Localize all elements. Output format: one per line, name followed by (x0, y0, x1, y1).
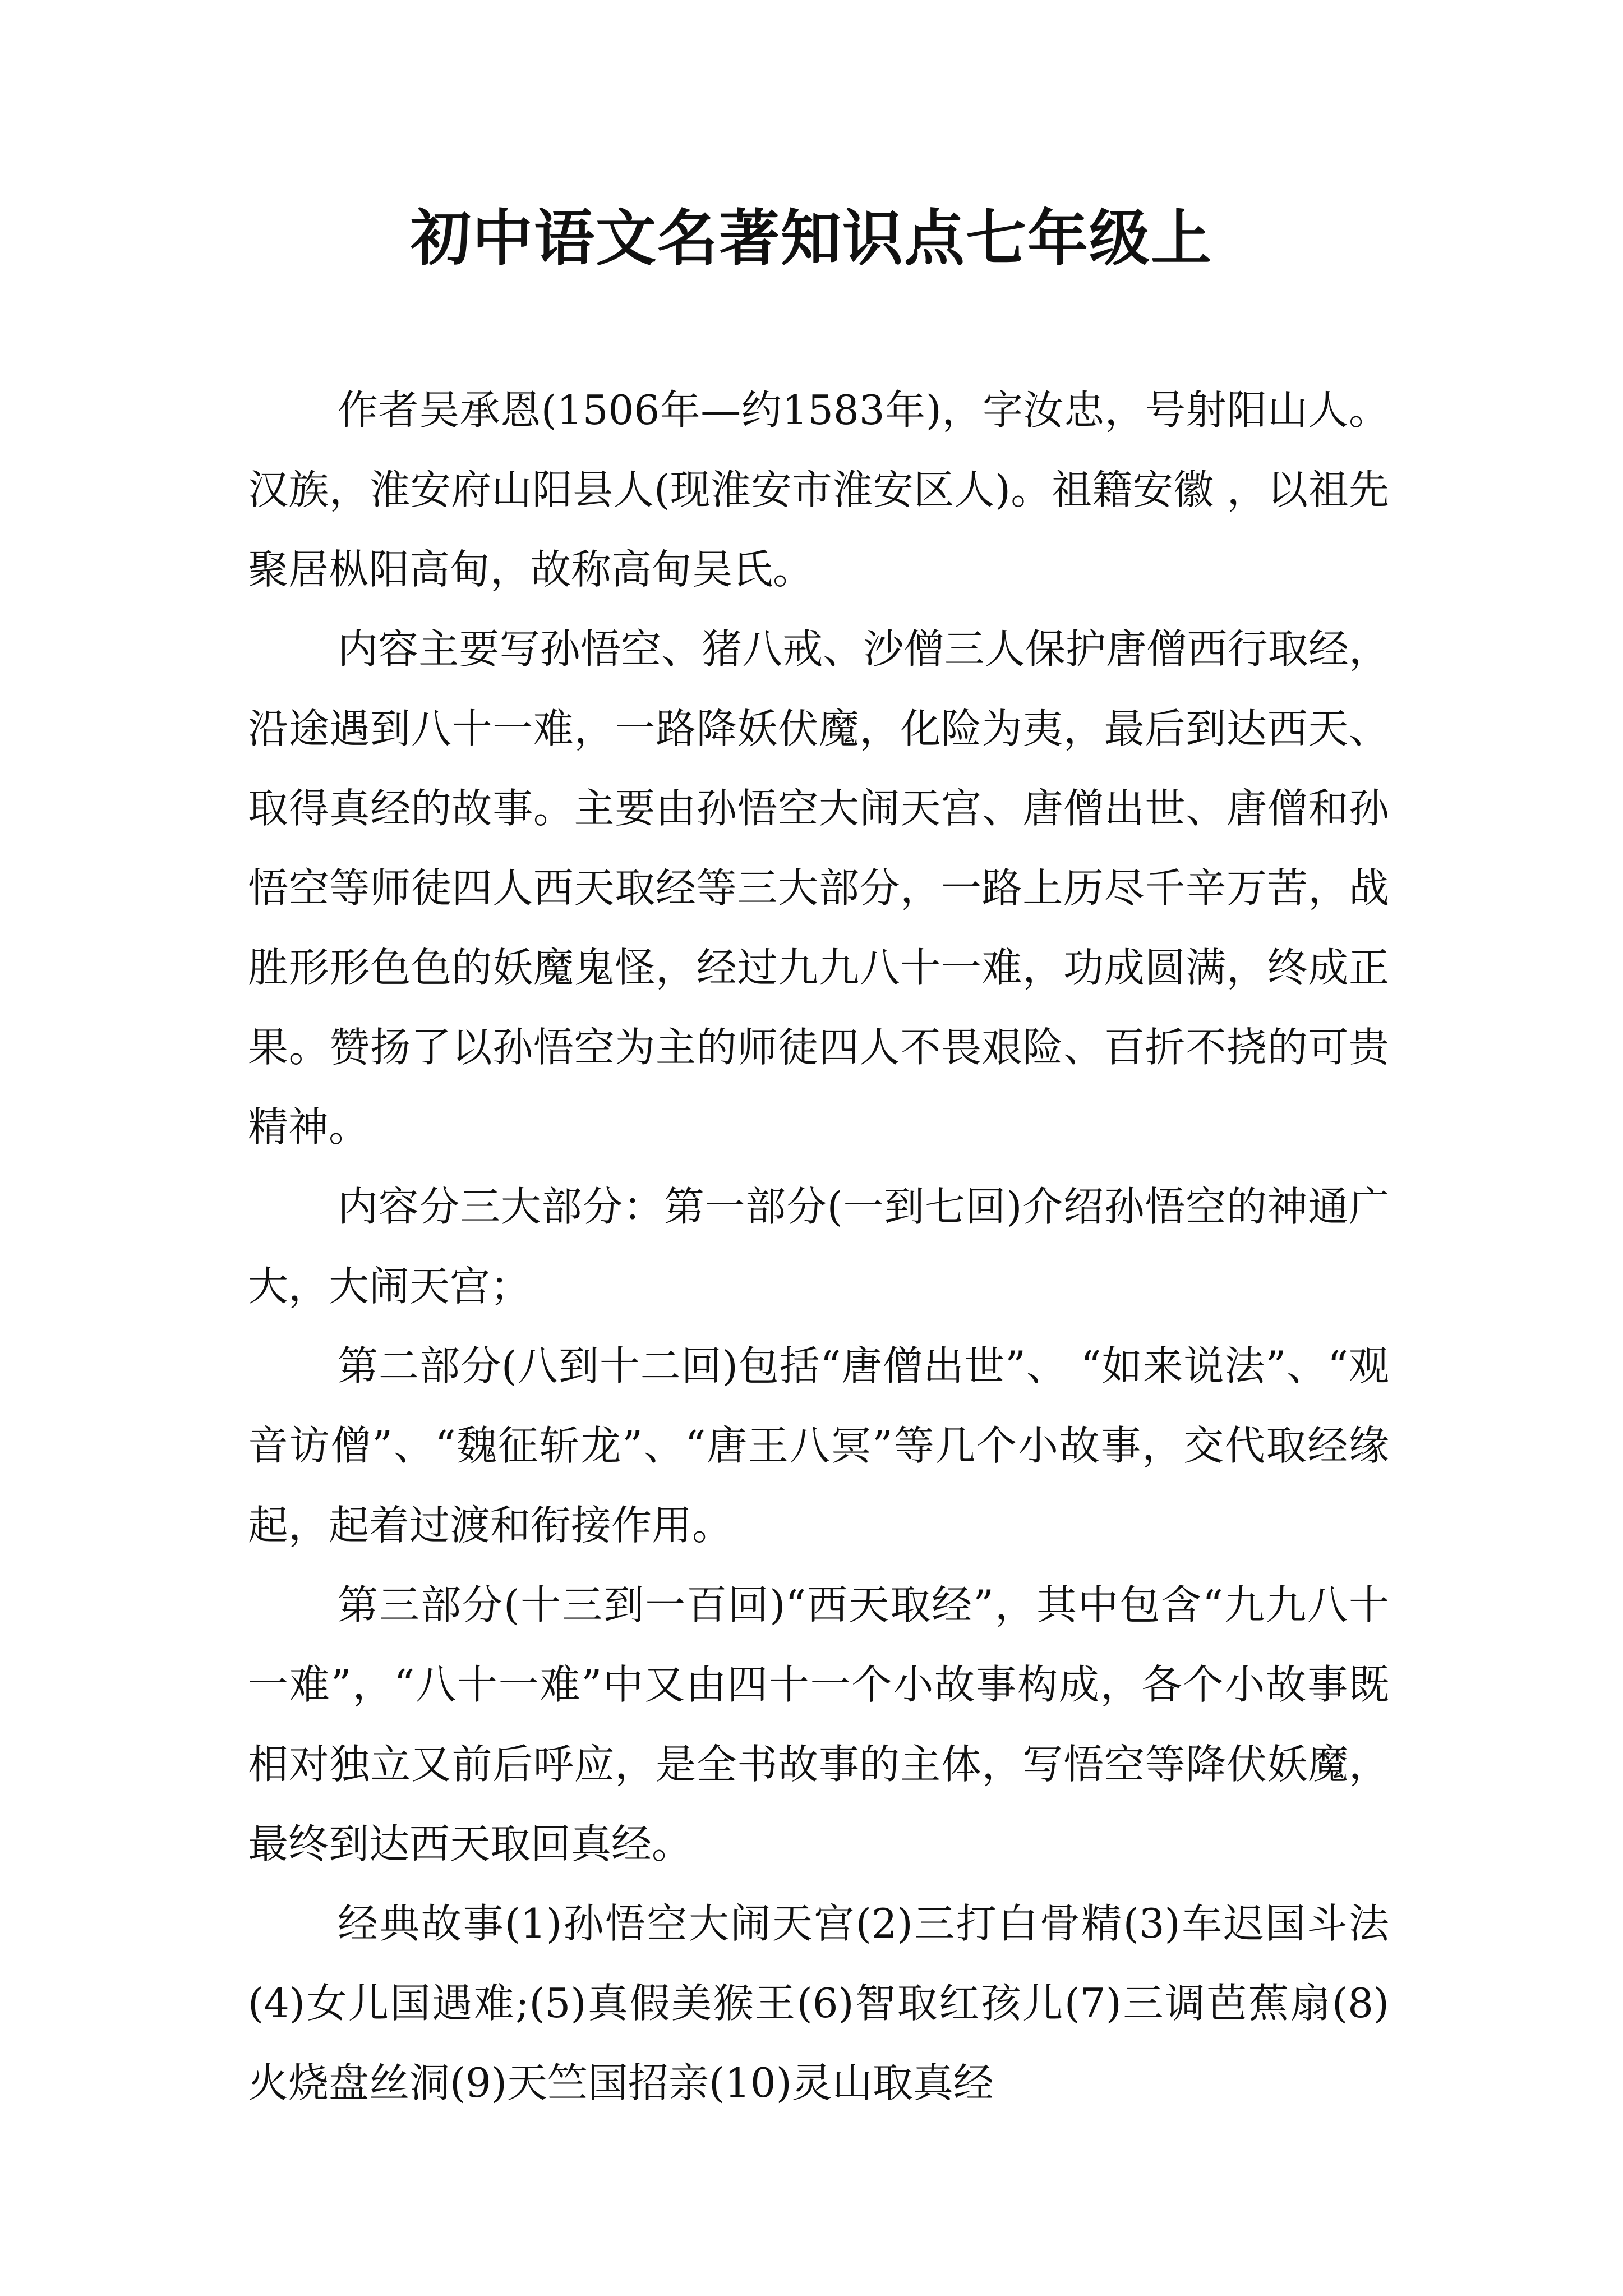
document-body (248, 370, 1389, 2123)
paragraph-part-two: 第二部分(八到十二回)包括“唐僧出世”、 “如来说法”、“观音访僧”、“魏征斩龙”、“唐王八冥”等几个小故事，交代取经缘起，起着过渡和衔接作用。 (248, 1342, 1389, 1549)
paragraph-part-three: 第三部分(十三到一百回)“西天取经”，其中包含“九九八十一难”，“八十一难”中又由四十一个小故事构成，各个小故事既相对独立又前后呼应，是全书故事的主体，写悟空等降伏妖魔，最终到达西天取回真经。 (248, 1581, 1389, 1867)
paragraph-classic-stories: 经典故事(1)孙悟空大闹天宫(2)三打白骨精(3)车迟国斗法(4)女儿国遇难;(5)真假美猴王(6)智取红孩儿(7)三调芭蕉扇(8)火烧盘丝洞(9)天竺国招亲(10)灵山取真经 (248, 1900, 1389, 2106)
paragraph-author: 作者吴承恩(1506年—约1583年)，字汝忠，号射阳山人。汉族，淮安府山阳县人(现淮安市淮安区人)。祖籍安徽 ，以祖先聚居枞阳高甸，故称高甸吴氏。 (248, 386, 1389, 593)
paragraph-part-one: 内容分三大部分：第一部分(一到七回)介绍孙悟空的神通广大，大闹天宫； (248, 1183, 1389, 1310)
paragraph-content-summary: 内容主要写孙悟空、猪八戒、沙僧三人保护唐僧西行取经，沿途遇到八十一难，一路降妖伏魔，化险为夷，最后到达西天、取得真经的故事。主要由孙悟空大闹天宫、唐僧出世、唐僧和孙悟空等师徒四人西天取经等三大部分，一路上历尽千辛万苦，战胜形形色色的妖魔鬼怪，经过九九八十一难，功成圆满，终成正果。赞扬了以孙悟空为主的师徒四人不畏艰险、百折不挠的可贵精神。 (248, 625, 1389, 1151)
document-title: 初中语文名著知识点七年级上 (410, 203, 1212, 274)
